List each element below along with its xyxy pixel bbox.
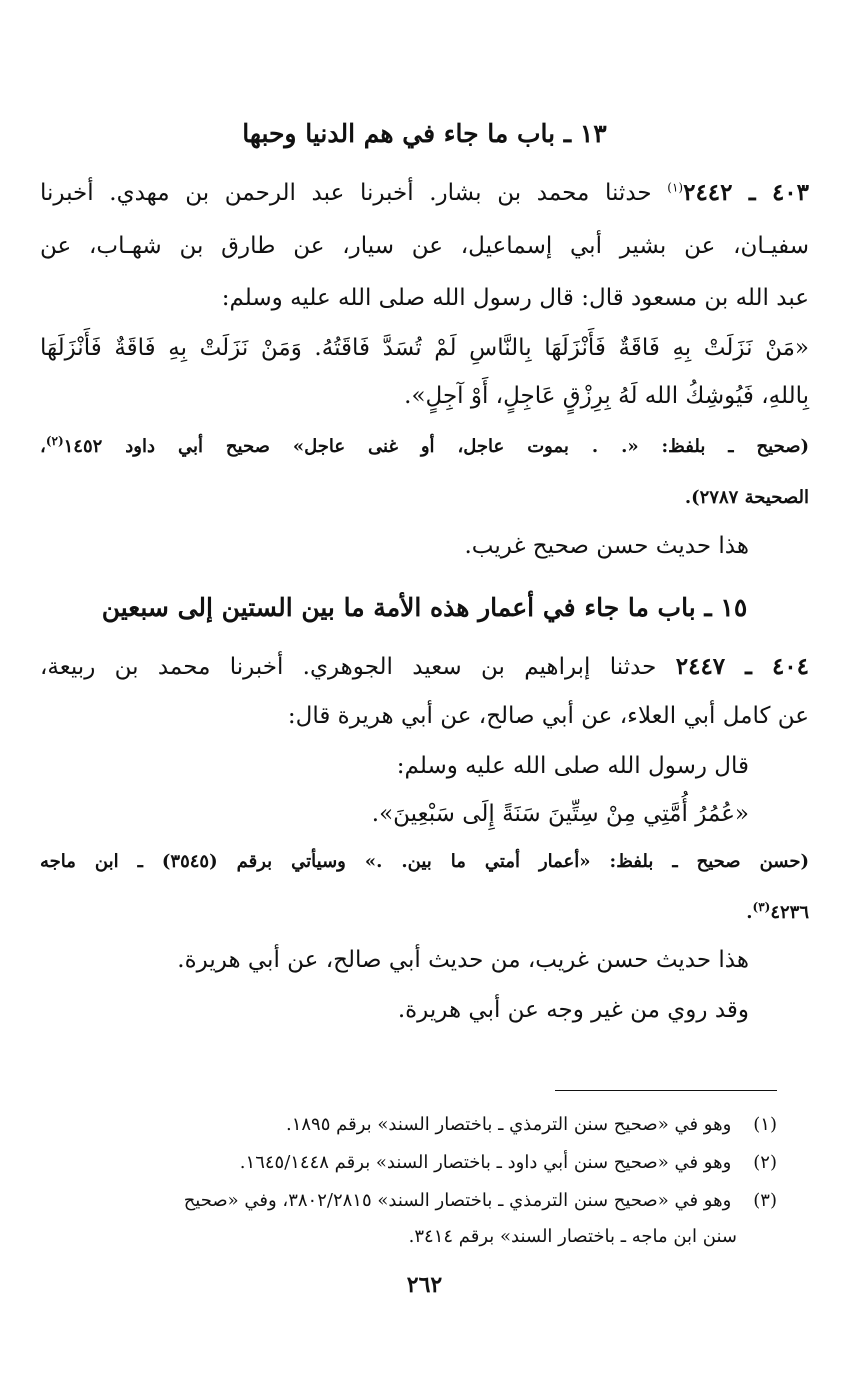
hadith-403-matn-1: «مَنْ نَزَلَتْ بِهِ فَاقَةٌ فَأَنْزَلَهَا بِالنَّاسِ لَمْ تُسَدَّ فَاقَتُهُ. وَمَنْ نَزَلَتْ بِهِ فَاقَةٌ فَأَنْزَلَهَا bbox=[40, 335, 809, 361]
verdict-404-line-2: وقد روي من غير وجه عن أبي هريرة. bbox=[397, 997, 749, 1023]
footnote-text: وهو في «صحيح سنن أبي داود ـ باختصار السند» برقم ١٦٤٥/١٤٤٨. bbox=[239, 1152, 732, 1173]
grading-text: (صحيح ـ بلفظ: «. . بموت عاجل، أو غنى عاجل» صحيح أبي داود ١٤٥٢ bbox=[63, 436, 809, 457]
footnote-ref-1[interactable]: (١) bbox=[667, 180, 684, 195]
footnote-ref-2[interactable]: (٢) bbox=[45, 434, 64, 448]
hadith-404-line-2: عن كامل أبي العلاء، عن أبي صالح، عن أبي هريرة قال: bbox=[287, 703, 809, 729]
hadith-404-line-1 bbox=[40, 652, 809, 683]
hadith-number: ٤٠٣ ـ ٢٤٤٢ bbox=[683, 179, 810, 206]
hadith-403-line-2: سفيـان، عن بشير أبي إسماعيل، عن سيار، عن طارق بن شهـاب، عن bbox=[40, 233, 809, 259]
footnote-divider bbox=[555, 1090, 777, 1091]
grading-403-line-2: الصحيحة ٢٧٨٧). bbox=[684, 487, 809, 508]
footnote-2 bbox=[40, 1152, 777, 1173]
footnote-mark: (١) bbox=[753, 1114, 777, 1135]
hadith-number: ٤٠٤ ـ ٢٤٤٧ bbox=[675, 653, 809, 680]
grading-404-line-1: (حسن صحيح ـ بلفظ: «أعمار أمتي ما بين. .» وسيأتي برقم (٣٥٤٥) ـ ابن ماجه bbox=[40, 851, 809, 872]
isnad-text: حدثنا إبراهيم بن سعيد الجوهري. أخبرنا محمد بن ربيعة، bbox=[40, 654, 657, 680]
grading-text: ٤٢٣٦ bbox=[770, 902, 809, 923]
hadith-403-line-1 bbox=[40, 178, 809, 209]
footnote-3-continuation: سنن ابن ماجه ـ باختصار السند» برقم ٣٤١٤. bbox=[408, 1226, 737, 1247]
footnote-text: وهو في «صحيح سنن الترمذي ـ باختصار السند» ٣٨٠٢/٢٨١٥، وفي «صحيح bbox=[183, 1190, 732, 1211]
hadith-403-matn-2: بِاللهِ، فَيُوشِكُ الله لَهُ بِرِزْقٍ عَاجِلٍ، أَوْ آجِلٍ». bbox=[404, 383, 809, 409]
footnote-1 bbox=[40, 1114, 777, 1135]
hadith-403-line-3: عبد الله بن مسعود قال: قال رسول الله صلى الله عليه وسلم: bbox=[221, 285, 809, 311]
grading-404-line-2: ٤٢٣٦$^{(٣)}$. bbox=[746, 900, 809, 923]
hadith-404-line-3: قال رسول الله صلى الله عليه وسلم: bbox=[396, 753, 749, 779]
grading-403-line-1: (صحيح ـ بلفظ: «. . بموت عاجل، أو غنى عاجل» صحيح أبي داود ١٤٥٢$^{(٢)}$، bbox=[40, 434, 809, 457]
footnote-3 bbox=[40, 1190, 777, 1211]
isnad-text: حدثنا محمد بن بشار. أخبرنا عبد الرحمن بن مهدي. أخبرنا bbox=[40, 180, 652, 206]
page-number: ٢٦٢ bbox=[406, 1272, 443, 1298]
footnote-ref-3[interactable]: (٣) bbox=[752, 900, 771, 914]
footnote-mark: (٣) bbox=[753, 1190, 777, 1211]
footnote-mark: (٢) bbox=[753, 1152, 777, 1173]
chapter-heading-13: ١٣ ـ باب ما جاء في هم الدنيا وحبها bbox=[242, 119, 607, 148]
footnote-text: وهو في «صحيح سنن الترمذي ـ باختصار السند» برقم ١٨٩٥. bbox=[285, 1114, 732, 1135]
chapter-heading-15: ١٥ ـ باب ما جاء في أعمار هذه الأمة ما بين الستين إلى سبعين bbox=[101, 593, 748, 622]
hadith-404-matn: «عُمُرُ أُمَّتِي مِنْ سِتِّينَ سَنَةً إِلَى سَبْعِينَ». bbox=[371, 801, 749, 827]
verdict-403: هذا حديث حسن صحيح غريب. bbox=[464, 533, 749, 559]
verdict-404-line-1: هذا حديث حسن غريب، من حديث أبي صالح، عن أبي هريرة. bbox=[177, 947, 749, 973]
